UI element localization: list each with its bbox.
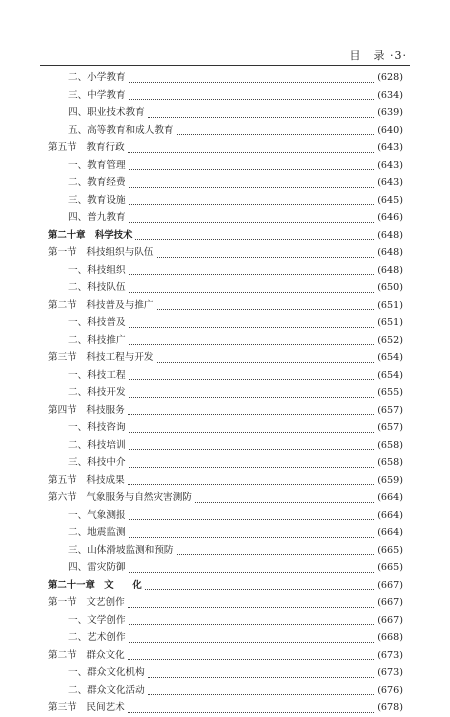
toc-entry-page: (667) xyxy=(377,597,403,608)
toc-entry-title: 第六节 气象服务与自然灾害测防 xyxy=(48,492,192,503)
dot-leader xyxy=(129,396,375,398)
toc-entry-page: (667) xyxy=(377,579,403,591)
toc-entry-title: 一、科技组织 xyxy=(68,264,126,276)
dot-leader xyxy=(135,238,374,240)
toc-entry-title: 二、科技队伍 xyxy=(68,282,126,293)
toc-subsection-entry[interactable] xyxy=(48,437,403,455)
toc-section-entry[interactable] xyxy=(48,647,403,665)
toc-entry-page: (646) xyxy=(377,212,403,223)
header-title: 目 录 ·3· xyxy=(349,49,407,62)
toc-entry-title: 一、科技普及 xyxy=(68,317,126,328)
toc-entry-page: (650) xyxy=(377,282,403,293)
toc-entry-page: (652) xyxy=(377,334,403,346)
dot-leader xyxy=(129,466,375,468)
toc-entry-page: (639) xyxy=(377,107,403,118)
toc-section-entry[interactable] xyxy=(48,244,403,262)
toc-subsection-entry[interactable] xyxy=(48,332,403,350)
toc-entry-page: (664) xyxy=(377,527,403,538)
dot-leader xyxy=(129,378,375,380)
toc-entry-title: 二、艺术创作 xyxy=(68,632,126,643)
dot-leader xyxy=(195,501,374,503)
toc-entry-title: 四、普九教育 xyxy=(68,212,126,223)
toc-entry-title: 第二十一章 文 化 xyxy=(48,579,142,591)
toc-section-entry[interactable] xyxy=(48,349,403,367)
toc-entry-title: 四、职业技术教育 xyxy=(68,107,145,118)
toc-entry-title: 第二节 群众文化 xyxy=(48,649,125,661)
dot-leader xyxy=(177,553,375,555)
toc-entry-title: 第一节 科技组织与队伍 xyxy=(48,247,154,258)
dot-leader xyxy=(129,536,375,538)
dot-leader xyxy=(157,308,375,310)
toc-entry-page: (664) xyxy=(377,509,403,521)
table-of-contents xyxy=(48,69,403,717)
toc-entry-title: 一、群众文化机构 xyxy=(68,667,145,678)
toc-subsection-entry[interactable] xyxy=(48,209,403,227)
toc-entry-title: 二、科技培训 xyxy=(68,439,126,451)
toc-entry-page: (640) xyxy=(377,124,403,136)
dot-leader xyxy=(148,116,374,118)
toc-entry-title: 第四节 科技服务 xyxy=(48,404,125,416)
toc-entry-page: (678) xyxy=(377,702,403,713)
toc-section-entry[interactable] xyxy=(48,472,403,490)
toc-subsection-entry[interactable] xyxy=(48,314,403,332)
toc-entry-page: (628) xyxy=(377,72,403,83)
toc-entry-page: (654) xyxy=(377,369,403,381)
toc-entry-page: (658) xyxy=(377,457,403,468)
toc-entry-title: 一、科技咨询 xyxy=(68,422,126,433)
toc-entry-title: 三、科技中介 xyxy=(68,457,126,468)
toc-entry-title: 三、教育设施 xyxy=(68,194,126,206)
header-rule xyxy=(40,65,410,66)
dot-leader xyxy=(128,483,374,485)
toc-entry-page: (648) xyxy=(377,264,403,276)
toc-subsection-entry[interactable] xyxy=(48,664,403,682)
toc-entry-title: 第三节 民间艺术 xyxy=(48,702,125,713)
toc-subsection-entry[interactable] xyxy=(48,507,403,525)
toc-entry-title: 第二十章 科学技术 xyxy=(48,229,133,241)
dot-leader xyxy=(157,256,375,258)
toc-subsection-entry[interactable] xyxy=(48,157,403,175)
dot-leader xyxy=(129,343,375,345)
dot-leader xyxy=(129,571,375,573)
toc-entry-title: 一、文学创作 xyxy=(68,614,126,626)
toc-subsection-entry[interactable] xyxy=(48,122,403,140)
toc-entry-page: (676) xyxy=(377,684,403,696)
toc-entry-page: (648) xyxy=(377,229,403,241)
toc-section-entry[interactable] xyxy=(48,139,403,157)
toc-subsection-entry[interactable] xyxy=(48,612,403,630)
toc-entry-page: (651) xyxy=(377,299,403,311)
toc-entry-title: 四、雷灾防御 xyxy=(68,562,126,573)
toc-subsection-entry[interactable] xyxy=(48,559,403,577)
toc-entry-title: 五、高等教育和成人教育 xyxy=(68,124,174,136)
toc-entry-title: 三、中学教育 xyxy=(68,89,126,101)
toc-entry-page: (673) xyxy=(377,667,403,678)
dot-leader xyxy=(129,221,375,223)
toc-entry-title: 第二节 科技普及与推广 xyxy=(48,299,154,311)
dot-leader xyxy=(128,658,374,660)
dot-leader xyxy=(129,273,375,275)
dot-leader xyxy=(129,431,375,433)
toc-entry-page: (659) xyxy=(377,474,403,486)
dot-leader xyxy=(148,676,374,678)
toc-entry-title: 第三节 科技工程与开发 xyxy=(48,352,154,363)
toc-subsection-entry[interactable] xyxy=(48,629,403,647)
dot-leader xyxy=(129,168,375,170)
toc-subsection-entry[interactable] xyxy=(48,262,403,280)
toc-entry-title: 二、科技开发 xyxy=(68,387,126,398)
toc-subsection-entry[interactable] xyxy=(48,192,403,210)
toc-entry-title: 第五节 教育行政 xyxy=(48,142,125,153)
toc-entry-page: (658) xyxy=(377,439,403,451)
toc-entry-page: (648) xyxy=(377,247,403,258)
dot-leader xyxy=(177,133,375,135)
toc-entry-title: 二、群众文化活动 xyxy=(68,684,145,696)
toc-entry-page: (665) xyxy=(377,544,403,556)
toc-entry-title: 一、科技工程 xyxy=(68,369,126,381)
dot-leader xyxy=(128,711,374,713)
toc-subsection-entry[interactable] xyxy=(48,682,403,700)
toc-subsection-entry[interactable] xyxy=(48,279,403,297)
toc-entry-title: 二、地震监测 xyxy=(68,527,126,538)
toc-entry-title: 一、教育管理 xyxy=(68,159,126,171)
toc-entry-title: 三、山体滑坡监测和预防 xyxy=(68,544,174,556)
dot-leader xyxy=(128,606,374,608)
toc-section-entry[interactable] xyxy=(48,402,403,420)
dot-leader xyxy=(129,203,375,205)
dot-leader xyxy=(129,641,375,643)
toc-subsection-entry[interactable] xyxy=(48,87,403,105)
toc-subsection-entry[interactable] xyxy=(48,542,403,560)
toc-entry-page: (643) xyxy=(377,177,403,188)
dot-leader xyxy=(129,98,375,100)
toc-chapter-entry[interactable] xyxy=(48,577,403,595)
toc-entry-title: 第一节 文艺创作 xyxy=(48,597,125,608)
toc-section-entry[interactable] xyxy=(48,489,403,507)
toc-entry-title: 二、教育经费 xyxy=(68,177,126,188)
toc-entry-page: (667) xyxy=(377,614,403,626)
toc-entry-title: 一、气象测报 xyxy=(68,509,126,521)
toc-subsection-entry[interactable] xyxy=(48,454,403,472)
toc-section-entry[interactable] xyxy=(48,594,403,612)
dot-leader xyxy=(129,518,375,520)
toc-entry-page: (657) xyxy=(377,404,403,416)
dot-leader xyxy=(129,81,375,83)
toc-entry-page: (657) xyxy=(377,422,403,433)
toc-entry-page: (654) xyxy=(377,352,403,363)
toc-entry-title: 第五节 科技成果 xyxy=(48,474,125,486)
dot-leader xyxy=(128,151,374,153)
dot-leader xyxy=(145,588,374,590)
dot-leader xyxy=(148,693,374,695)
toc-subsection-entry[interactable] xyxy=(48,524,403,542)
toc-entry-page: (673) xyxy=(377,649,403,661)
toc-entry-page: (655) xyxy=(377,387,403,398)
toc-entry-page: (651) xyxy=(377,317,403,328)
toc-entry-page: (664) xyxy=(377,492,403,503)
dot-leader xyxy=(129,623,375,625)
toc-subsection-entry[interactable] xyxy=(48,367,403,385)
toc-entry-page: (643) xyxy=(377,159,403,171)
dot-leader xyxy=(129,186,375,188)
toc-entry-title: 二、科技推广 xyxy=(68,334,126,346)
toc-entry-page: (665) xyxy=(377,562,403,573)
toc-subsection-entry[interactable] xyxy=(48,104,403,122)
toc-entry-page: (645) xyxy=(377,194,403,206)
toc-subsection-entry[interactable] xyxy=(48,384,403,402)
dot-leader xyxy=(129,448,375,450)
dot-leader xyxy=(128,413,374,415)
dot-leader xyxy=(157,361,375,363)
toc-entry-page: (668) xyxy=(377,632,403,643)
toc-section-entry[interactable] xyxy=(48,297,403,315)
dot-leader xyxy=(129,326,375,328)
toc-subsection-entry[interactable] xyxy=(48,174,403,192)
toc-entry-page: (634) xyxy=(377,89,403,101)
toc-subsection-entry[interactable] xyxy=(48,419,403,437)
toc-entry-page: (643) xyxy=(377,142,403,153)
toc-section-entry[interactable] xyxy=(48,699,403,717)
toc-chapter-entry[interactable] xyxy=(48,227,403,245)
dot-leader xyxy=(129,291,375,293)
page-header xyxy=(0,0,450,66)
toc-entry-title: 二、小学教育 xyxy=(68,72,126,83)
toc-subsection-entry[interactable] xyxy=(48,69,403,87)
